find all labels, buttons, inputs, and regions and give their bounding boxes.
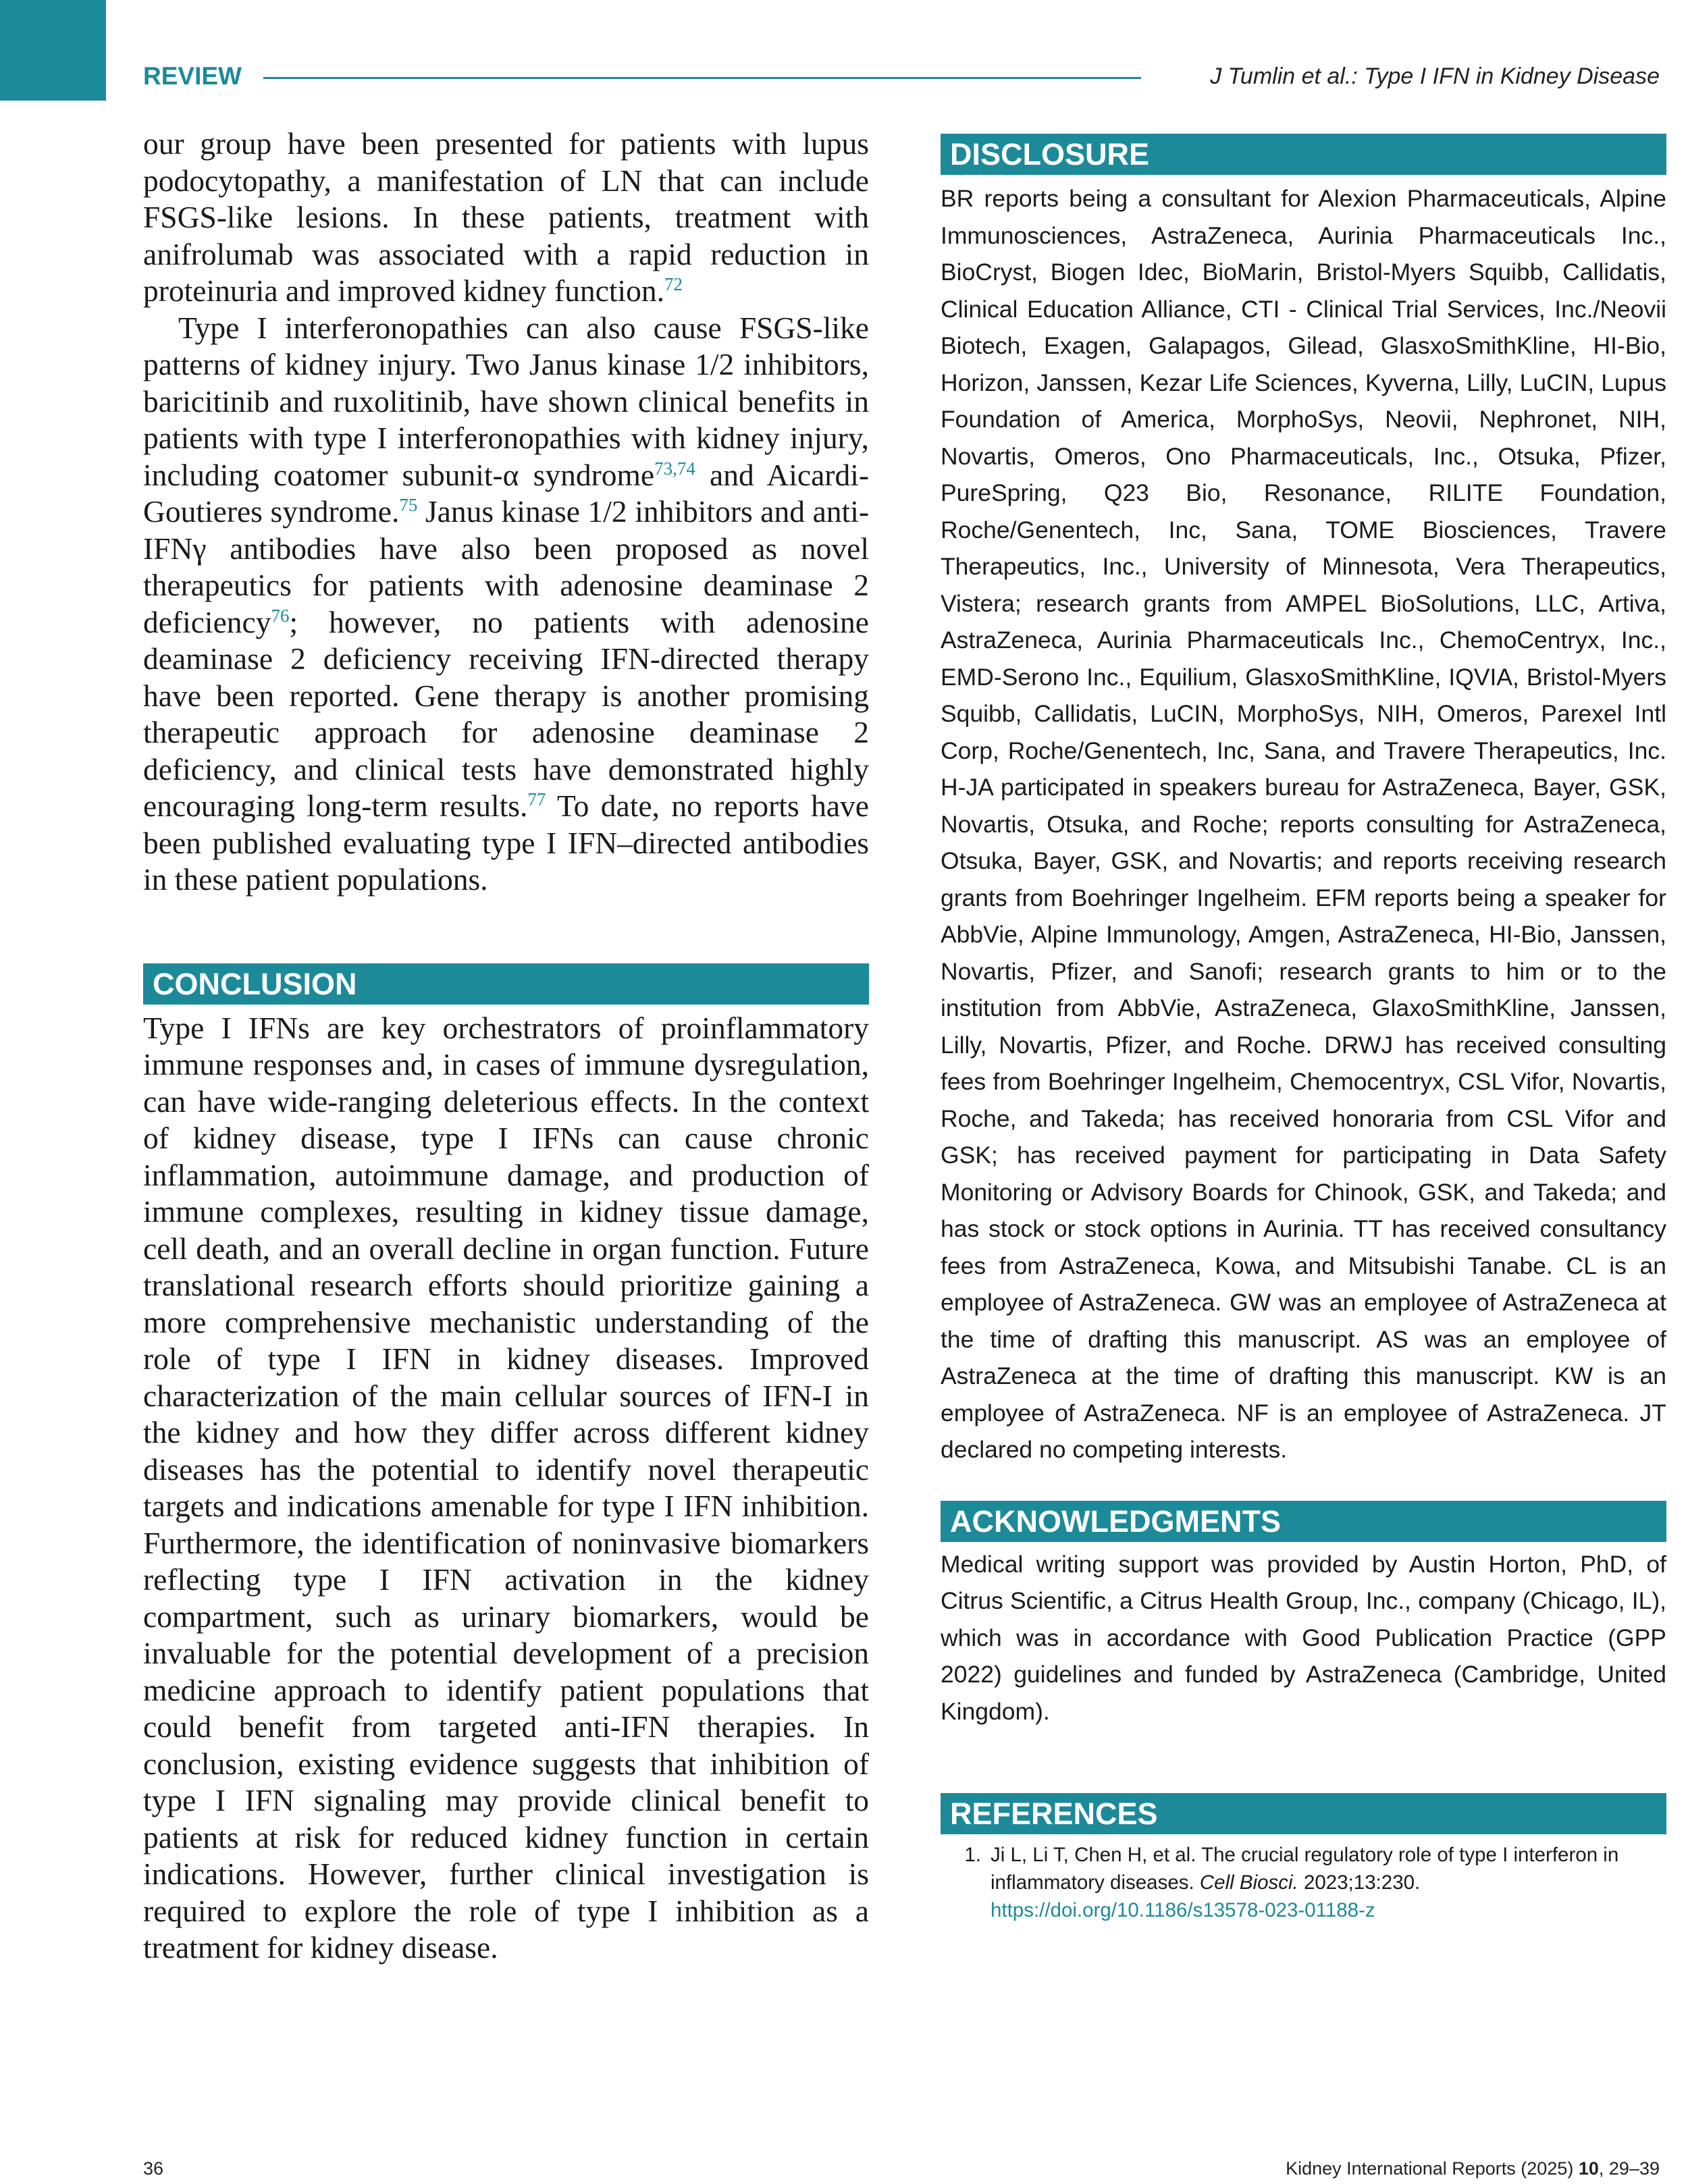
right-column xyxy=(941,134,1666,1924)
body-paragraph: our group have been presented for patients with lupus podocytopathy, a manifestation of LN that can include FSGS-like lesions. In these patients, treatment with anifrolumab was associated with a rapid reduction in proteinuria and improved kidney function.$^{72}$ xyxy=(143,126,869,308)
citation-link[interactable]: 76 xyxy=(271,605,290,626)
left-column xyxy=(143,126,869,1967)
header-color-tab xyxy=(0,0,106,101)
citation-link[interactable]: 72 xyxy=(664,273,683,294)
reference-number: 1. xyxy=(964,1844,981,1866)
citation-link[interactable]: 75 xyxy=(399,494,418,515)
acknowledgments-heading: ACKNOWLEDGMENTS xyxy=(941,1501,1666,1542)
running-title: J Tumlin et al.: Type I IFN in Kidney Disease xyxy=(1210,63,1660,89)
disclosure-heading: DISCLOSURE xyxy=(941,134,1666,175)
disclosure-paragraph: BR reports being a consultant for Alexion Pharmaceuticals, Alpine Immunosciences, AstraZeneca, Aurinia Pharmaceuticals Inc., BioCryst, Biogen Idec, BioMarin, Bristol-Myers Squibb, Callidatis, Clinical Education Alliance, CTI - Clinical Trial Services, Inc./Neovii Biotech, Exagen, Galapagos, Gilead, GlasxoSmithKline, HI-Bio, Horizon, Janssen, Kezar Life Sciences, Kyverna, Lilly, LuCIN, Lupus Foundation of America, MorphoSys, Neovii, Nephronet, NIH, Novartis, Omeros, Ono Pharmaceuticals, Inc., Otsuka, Pfizer, PureSpring, Q23 Bio, Resonance, RILITE Foundation, Roche/Genentech, Inc, Sana, TOME Biosciences, Travere Therapeutics, Inc., University of Minnesota, Vera Therapeutics, Vistera; research grants from AMPEL BioSolutions, LLC, Artiva, AstraZeneca, Aurinia Pharmaceuticals Inc., ChemoCentryx, Inc., EMD-Serono Inc., Equilium, GlasxoSmithKline, IQVIA, Bristol-Myers Squibb, Callidatis, LuCIN, MorphoSys, NIH, Omeros, Parexel Intl Corp, Roche/Genentech, Inc, Sana, and Travere Therapeutics, Inc. H-JA participated in speakers bureau for AstraZeneca, Bayer, GSK, Novartis, Otsuka, and Roche; reports consulting for AstraZeneca, Otsuka, Bayer, GSK, and Novartis; and reports receiving research grants from Boehringer Ingelheim. EFM reports being a speaker for AbbVie, Alpine Immunology, Amgen, AstraZeneca, HI-Bio, Janssen, Novartis, Pfizer, and Sanofi; research grants to him or to the institution from AbbVie, AstraZeneca, GlaxoSmithKline, Janssen, Lilly, Novartis, Pfizer, and Roche. DRWJ has received consulting fees from Boehringer Ingelheim, Chemocentryx, CSL Vifor, Novartis, Roche, and Takeda; has received honoraria from CSL Vifor and GSK; has received payment for participating in Data Safety Monitoring or Advisory Boards for Chinook, GSK, and Takeda; and has stock or stock options in Aurinia. TT has received consultancy fees from AstraZeneca, Kowa, and Mitsubishi Tanabe. CL is an employee of AstraZeneca. GW was an employee of AstraZeneca at the time of drafting this manuscript. AS was an employee of AstraZeneca at the time of drafting this manuscript. KW is an employee of AstraZeneca. NF is an employee of AstraZeneca. JT declared no competing interests. xyxy=(941,185,1666,1463)
reference-doi-link[interactable]: https://doi.org/10.1186/s13578-023-01188-z xyxy=(991,1899,1375,1921)
conclusion-paragraph: Type I IFNs are key orchestrators of proinflammatory immune responses and, in cases of immune dysregulation, can have wide-ranging deleterious effects. In the context of kidney disease, type I IFNs can cause chronic inflammation, autoimmune damage, and production of immune complexes, resulting in kidney tissue damage, cell death, and an overall decline in organ function. Future translational research efforts should prioritize gaining a more comprehensive mechanistic understanding of the role of type I IFN in kidney diseases. Improved characterization of the main cellular sources of IFN-I in the kidney and how they differ across different kidney diseases has the potential to identify novel therapeutic targets and indications amenable for type I IFN inhibition. Furthermore, the identification of noninvasive biomarkers reflecting type I IFN activation in the kidney compartment, such as urinary biomarkers, would be invaluable for the potential development of a precision medicine approach to identify patient populations that could benefit from targeted anti-IFN therapies. In conclusion, existing evidence suggests that inhibition of type I IFN signaling may provide clinical benefit to patients at risk for reduced kidney function in certain indications. However, further clinical investigation is required to explore the role of type I inhibition as a treatment for kidney disease. xyxy=(143,1010,869,1965)
acknowledgments-paragraph: Medical writing support was provided by Austin Horton, PhD, of Citrus Scientific, a Citrus Health Group, Inc., company (Chicago, IL), which was in accordance with Good Publication Practice (GPP 2022) guidelines and funded by AstraZeneca (Cambridge, United Kingdom). xyxy=(941,1550,1666,1725)
page-number: 36 xyxy=(143,2158,164,2179)
reference-item: 1. Ji L, Li T, Chen H, et al. The crucial regulatory role of type I interferon in inflammatory diseases. Cell Biosci. 2023;13:230. https://doi.org/10.1186/s13578-023-01188-z xyxy=(941,1841,1666,1924)
section-label: REVIEW xyxy=(143,62,242,90)
header-divider xyxy=(263,77,1141,79)
journal-citation: Kidney International Reports (2025) 10, 29–39 xyxy=(1286,2158,1660,2179)
reference-journal: Cell Biosci. xyxy=(1199,1871,1298,1894)
body-paragraph: Type I interferonopathies can also cause FSGS-like patterns of kidney injury. Two Janus kinase 1/2 inhibitors, baricitinib and ruxolitinib, have shown clinical benefits in patients with type I interferonopathies with kidney injury, including coatomer subunit-α syndrome$^{73,74}$ and Aicardi-Goutieres syndrome.$^{75}$ Janus kinase 1/2 inhibitors and anti-IFNγ antibodies have also been proposed as novel therapeutics for patients with adenosine deaminase 2 deficiency$^{76}$; however, no patients with adenosine deaminase 2 deficiency receiving IFN-directed therapy have been reported. Gene therapy is another promising therapeutic approach for adenosine deaminase 2 deficiency, and clinical tests have demonstrated highly encouraging long-term results.$^{77}$ To date, no reports have been published evaluating type I IFN–directed antibodies in these patient populations. xyxy=(143,310,869,897)
references-heading: REFERENCES xyxy=(941,1793,1666,1834)
citation-link[interactable]: 73,74 xyxy=(654,458,695,479)
conclusion-heading: CONCLUSION xyxy=(143,963,869,1005)
citation-link[interactable]: 77 xyxy=(527,789,546,809)
